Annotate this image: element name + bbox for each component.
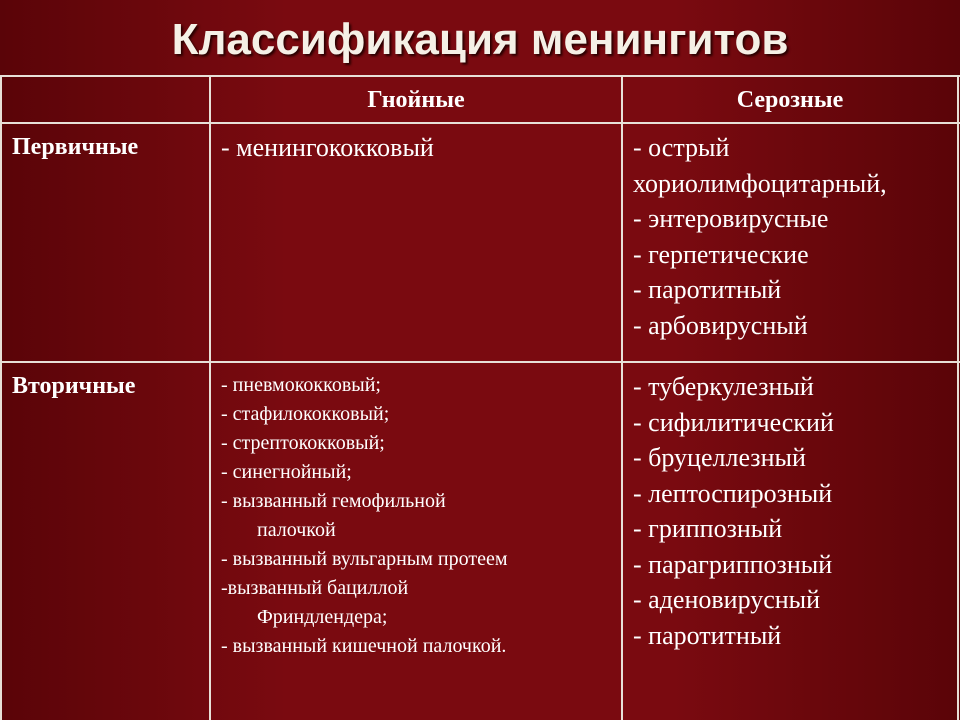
list-item: - гриппозный xyxy=(633,514,783,543)
list-item: - энтеровирусные xyxy=(633,204,829,233)
list-item: - вызванный гемофильной xyxy=(221,490,446,512)
list-item: Фриндлендера; xyxy=(257,606,388,628)
list-item: - лептоспирозный xyxy=(633,478,833,508)
list-item: палочкой xyxy=(257,519,336,541)
list-item: - паротитный xyxy=(633,275,782,304)
list-item: - туберкулезный xyxy=(633,372,814,401)
list-item: - арбовирусный xyxy=(633,310,808,340)
list-item: - острый xyxy=(633,133,730,162)
list-item: - герпетические xyxy=(633,239,809,269)
list-item: - паротитный xyxy=(633,620,782,650)
list-item: хориолимфоцитарный, xyxy=(633,168,887,198)
list-item: - сифилитический xyxy=(633,407,834,437)
list-item: - стрептококковый; xyxy=(221,432,385,454)
list-item: - стафилококковый; xyxy=(221,403,390,425)
primary-purulent-list xyxy=(211,124,621,172)
row-label-secondary: Вторичные xyxy=(12,373,136,399)
header-empty xyxy=(2,77,209,122)
slide-title: Классификация менингитов xyxy=(171,15,789,64)
primary-serous-list xyxy=(623,124,957,349)
secondary-serous-list xyxy=(623,363,957,659)
list-item: - вызванный кишечной палочкой. xyxy=(221,635,507,657)
list-item: - синегнойный; xyxy=(221,461,352,483)
grid-line-right xyxy=(957,75,959,720)
list-item: - менингококковый xyxy=(221,133,434,162)
list-item: - парагриппозный xyxy=(633,549,833,579)
list-item: - бруцеллезный xyxy=(633,443,806,472)
row-label-primary: Первичные xyxy=(12,134,139,160)
list-item: - вызванный вульгарным протеем xyxy=(221,548,508,570)
list-item: - пневмококковый; xyxy=(221,374,381,396)
list-item: -вызванный бациллой xyxy=(221,577,409,599)
secondary-purulent-list xyxy=(211,363,621,669)
classification-table xyxy=(0,75,960,720)
header-serous: Серозные xyxy=(736,87,844,113)
list-item: - аденовирусный xyxy=(633,585,821,614)
header-purulent: Гнойные xyxy=(367,87,465,113)
